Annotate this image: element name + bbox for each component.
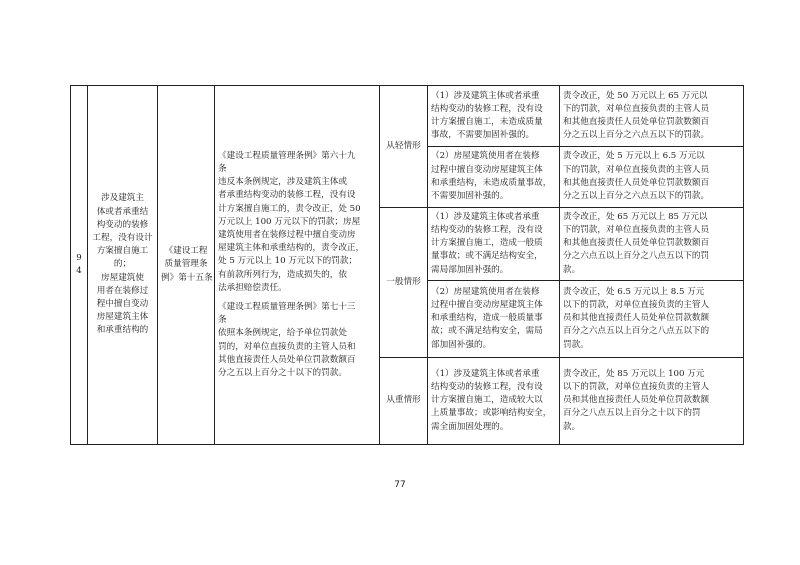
level-general: 一般情形 [380,207,428,357]
legal-line: 万元以上 100 万元以下的罚款；房屋 [218,216,361,227]
legal-line: 《建设工程质量管理条例》第六十九 [218,150,356,161]
condition-line: （1）涉及建筑主体或者承重 [431,368,540,379]
legal-line: 有前款所列行为，造成损失的，依 [218,269,347,280]
condition-line: 需局部加固补强的。 [431,264,509,275]
penalty-line: 责令改正，处 6.5 万元以上 8.5 万元 [563,286,705,297]
penalty-line: 责令改正，处 5 万元以上 6.5 万元以 [563,151,705,162]
condition-line: （2）房屋建筑使用者在装修 [431,286,540,297]
condition-cell [428,207,560,280]
legal-line: 屋建筑主体和承重结构的，责令改正， [218,243,365,254]
legal-provision-69 [218,150,376,295]
violation-behavior-line: 房屋建筑主体 [96,312,149,323]
condition-line: 事故，不需要加固补强的。 [431,130,535,141]
penalty-cell [560,207,744,280]
penalty-line: 分之五以上百分之六点五以下的罚款。 [563,190,710,201]
penalty-cell [560,146,744,207]
condition-line: 和承重结构，造成一般质量事 [431,313,543,324]
condition-line: 和承重结构，未造成质量事故， [431,177,552,188]
violation-behavior-line: 的； [113,259,132,270]
penalty-line: 百分之八点五以上百分之十以下的罚 [563,408,701,419]
condition-line: 结构变动的装修工程，没有设 [431,103,543,114]
condition-cell [428,146,560,207]
penalty-line: 下的罚款，对单位直接负责的主管人员 [563,103,710,114]
violation-behavior-line: 房屋建筑使 [101,272,144,283]
condition-line: 结构变动的装修工程，没有设 [431,382,543,393]
condition-line: 结构变动的装修工程，没有设 [431,224,543,235]
penalty-line: 款。 [563,421,581,432]
legal-line: 《建设工程质量管理条例》第七十三 [218,302,356,312]
violation-behavior-line: 工程，没有设计 [92,232,153,243]
legal-line: 分之五以上百分之十以下的罚款。 [218,368,347,379]
legal-provision-73 [218,301,376,380]
condition-line: 部加固补强的。 [431,339,492,350]
condition-cell [428,357,560,444]
violation-behavior-line: 方案擅自施工 [96,246,149,257]
penalty-line: 款。 [563,264,581,275]
penalty-line: 和其他直接责任人员处单位罚款数额百 [563,238,710,249]
condition-line: 过程中擅自变动房屋建筑主体 [431,299,543,310]
penalty-line: 和其他直接责任人员处单位罚款数额百 [563,116,710,127]
violation-behavior-line: 和承重结构的 [96,325,149,336]
legal-line: 者承重结构变动的装修工程，没有设 [218,190,356,201]
penalty-line: 百分之六点五以上百分之八点五以下的 [563,326,710,337]
level-heavy: 从重情形 [380,357,428,444]
penalty-line: 员和其他直接责任人员处单位罚款数额 [563,313,710,324]
legal-line: 条 [218,315,227,326]
violation-basis-line: 质量管理条 [164,259,208,270]
legal-line: 建筑使用者在装修过程中擅自变动房 [218,229,356,240]
condition-line: 故；或不满足结构安全，需局 [431,326,543,337]
legal-line: 罚的，对单位直接负责的主管人员和 [218,341,356,352]
row-number: 94 [71,86,88,445]
level-light: 从轻情形 [380,86,428,208]
condition-line: （1）涉及建筑主体或者承重 [431,211,540,222]
violation-basis-line: 《建设工程 [164,246,208,257]
penalty-line: 罚款。 [563,339,589,350]
penalty-line: 责令改正，处 85 万元以上 100 万元 [563,368,705,379]
condition-line: 计方案擅自施工，未造成质量 [431,116,543,127]
legal-line: 计方案擅自施工的，责令改正，处 50 [218,203,361,214]
violation-basis-line: 例》第十五条 [161,272,213,283]
condition-line: （1）涉及建筑主体或者承重 [431,90,540,101]
legal-line: 其他直接责任人员处单位罚款数额百 [218,354,356,365]
penalty-cell [560,280,744,357]
penalty-cell [560,357,744,444]
violation-behavior-line: 体或者承重结 [96,206,149,217]
violation-behavior-line: 用者在装修过 [96,285,149,296]
legal-line: 处 5 万元以上 10 万元以下的罚款； [218,256,358,267]
penalty-line: 员和其他直接责任人员处单位罚款数额 [563,395,710,406]
table-row [71,86,744,147]
condition-line: 量事故；或不满足结构安全， [431,251,543,262]
condition-line: 计方案擅自施工，造成较大以 [431,395,543,406]
condition-line: （2）房屋建筑使用者在装修 [431,151,540,162]
condition-line: 需全面加固处理的。 [431,421,509,432]
penalty-line: 下的罚款，对单位直接负责的主管人员 [563,224,710,235]
legal-line: 依照本条例规定，给予单位罚款处 [218,328,347,339]
penalty-line: 责令改正，处 50 万元以上 65 万元以 [563,90,708,101]
condition-line: 上质量事故；或影响结构安全， [431,408,552,419]
condition-cell [428,86,560,147]
penalty-line: 以下的罚款，对单位直接负责的主管人 [563,299,710,310]
violation-behavior-cell [88,86,158,445]
penalty-cell [560,86,744,147]
penalty-basis-cell [215,86,380,445]
legal-line: 法承担赔偿责任。 [218,282,287,293]
penalty-line: 以下的罚款，对单位直接负责的主管人 [563,382,710,393]
page-number: 77 [394,480,406,490]
condition-cell [428,280,560,357]
condition-line: 不需要加固补强的。 [431,190,509,201]
violation-behavior-line: 程中擅自变动 [96,299,149,309]
penalty-line: 下的罚款，对单位直接负责的主管人员 [563,164,710,175]
condition-line: 过程中擅自变动房屋建筑主体 [431,164,543,175]
penalty-line: 和其他直接责任人员处单位罚款数额百 [563,177,710,188]
penalty-standard-table [70,85,744,445]
condition-line: 计方案擅自施工，造成一般质 [431,238,543,249]
penalty-line: 分之六点五以上百分之八点五以下的罚 [563,251,710,262]
violation-behavior-line: 涉及建筑主 [101,193,144,204]
legal-line: 条 [218,163,227,174]
penalty-line: 分之五以上百分之六点五以下的罚款。 [563,130,710,141]
violation-basis-cell [158,86,215,445]
legal-line: 违反本条例规定，涉及建筑主体或 [218,177,347,188]
violation-behavior-line: 构变动的装修 [96,219,149,230]
penalty-line: 责令改正，处 65 万元以上 85 万元以 [563,211,708,222]
